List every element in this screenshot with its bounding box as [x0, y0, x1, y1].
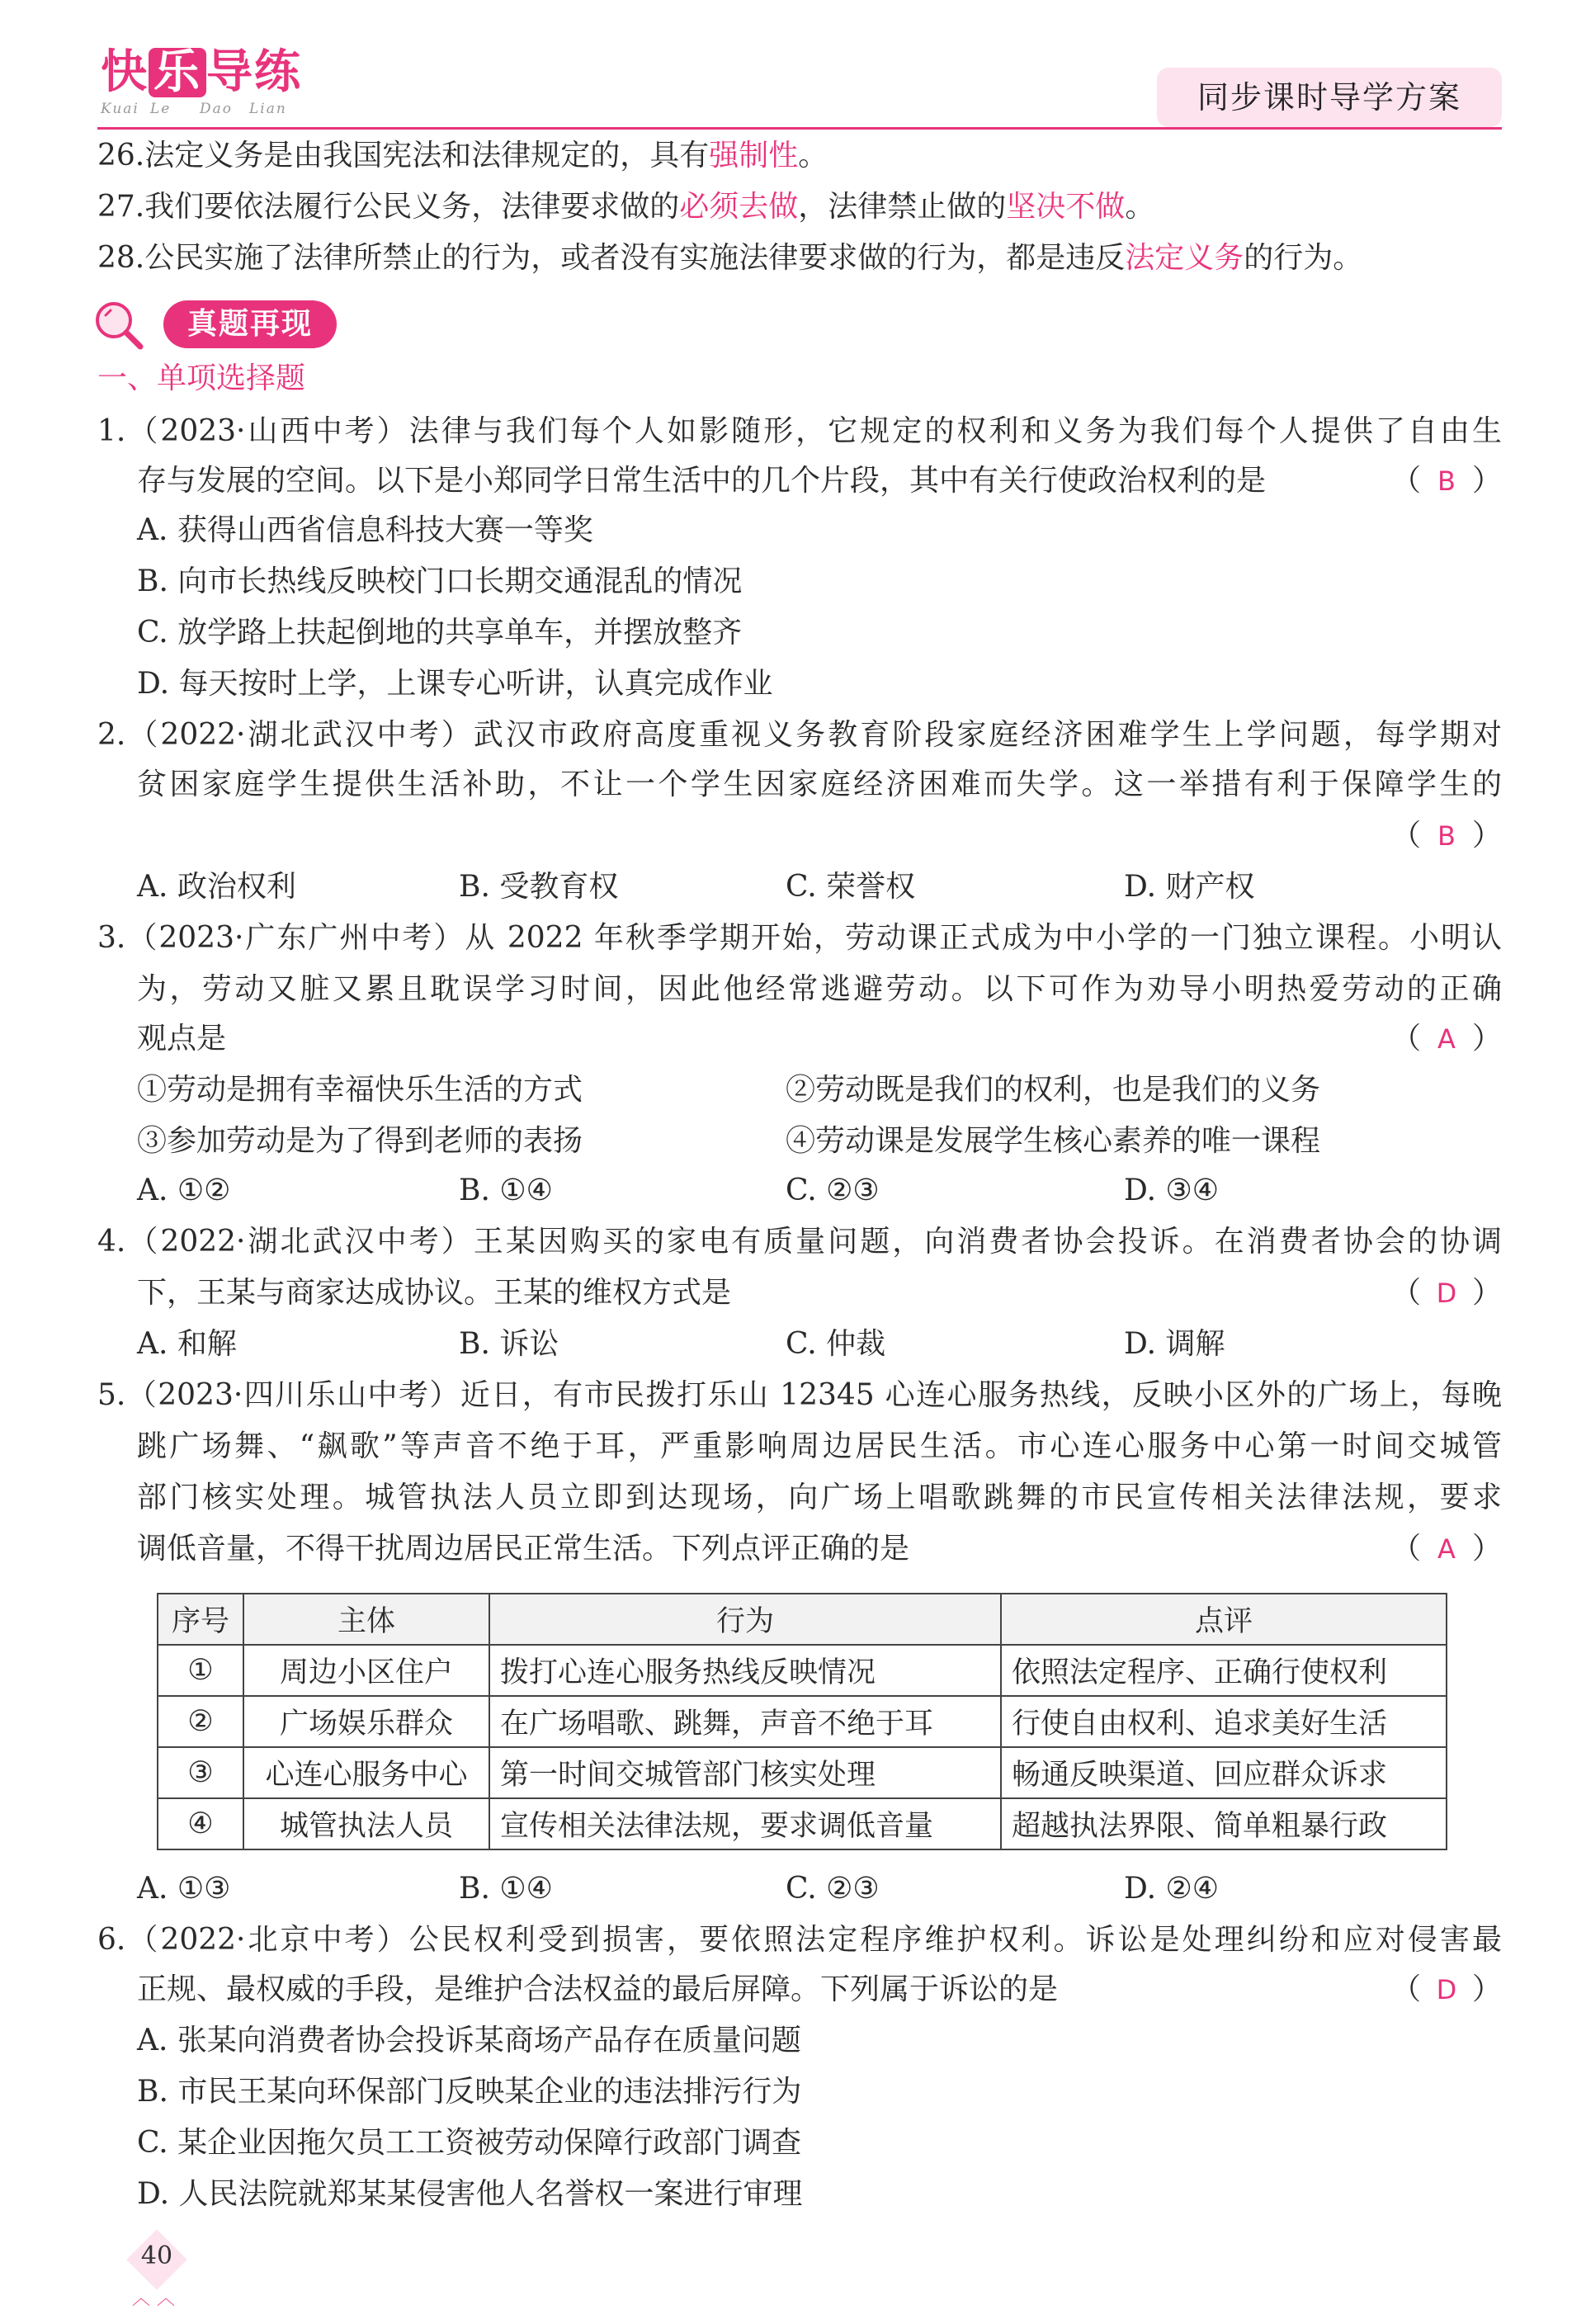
cell-subject: 心连心服务中心: [243, 1747, 489, 1798]
paren-close: ）: [1471, 464, 1502, 498]
paren-open: （: [1390, 1972, 1421, 2006]
paren-close: ）: [1471, 1276, 1502, 1310]
pinyin-le: Le: [150, 101, 172, 117]
question-4-line-1: 4.（2022·湖北武汉中考）王某因购买的家电有质量问题，向消费者协会投诉。在消费者协会的协调: [97, 1225, 1502, 1259]
cell-index: ④: [158, 1798, 243, 1849]
header-divider: [97, 127, 1502, 130]
cell-subject: 广场娱乐群众: [243, 1696, 489, 1747]
question-5-line-4: 调低音量，不得干扰周边居民正常生活。下列点评正确的是: [137, 1532, 910, 1566]
answer-blank-6: [1391, 1966, 1502, 2014]
question-3-line-1: 3.（2023·广东广州中考）从 2022 年秋季学期开始，劳动课正式成为中小学的一门独立课程。小明认: [97, 921, 1502, 955]
option-b: B. 诉讼: [459, 1327, 559, 1361]
answer-letter: D: [1436, 1278, 1457, 1309]
brand-title: [101, 46, 315, 99]
statement-2: ②劳动既是我们的权利，也是我们的义务: [786, 1073, 1321, 1107]
option-d: D. ②④: [1124, 1872, 1220, 1906]
question-5-line-3: 部门核实处理。城管执法人员立即到达现场，向广场上唱歌跳舞的市民宣传相关法律法规，要求: [137, 1481, 1502, 1514]
col-header-subject: 主体: [243, 1594, 489, 1645]
highlight-answer: 坚决不做: [1006, 190, 1126, 224]
option-c: C. ②③: [786, 1174, 880, 1207]
cell-index: ②: [158, 1696, 243, 1747]
answer-letter: B: [1437, 465, 1456, 497]
cell-comment: 依照法定程序、正确行使权利: [1001, 1645, 1447, 1696]
question-1-line-1: 1.（2023·山西中考）法律与我们每个人如影随形，它规定的权利和义务为我们每个人提供了自由生: [97, 414, 1502, 448]
option-d: D. 人民法院就郑某某侵害他人名誉权一案进行审理: [137, 2177, 803, 2211]
option-a: A. ①②: [137, 1174, 231, 1207]
cell-action: 在广场唱歌、跳舞，声音不绝于耳: [489, 1696, 1001, 1747]
brand-char-kuai: 快: [101, 45, 149, 99]
paren-open: （: [1390, 1022, 1421, 1056]
statement-3: ③参加劳动是为了得到老师的表扬: [137, 1124, 583, 1158]
highlight-answer: 法定义务: [1125, 241, 1244, 275]
option-d: D. 每天按时上学，上课专心听讲，认真完成作业: [137, 667, 773, 701]
question-2-line-1: 2.（2022·湖北武汉中考）武汉市政府高度重视义务教育阶段家庭经济困难学生上学问题，每学期对: [97, 718, 1502, 752]
option-a: A. ①③: [137, 1872, 231, 1906]
option-c: C. 放学路上扶起倒地的共享单车，并摆放整齐: [137, 616, 743, 649]
option-b: B. ①④: [459, 1872, 553, 1906]
option-d: D. 财产权: [1124, 870, 1255, 904]
option-a: A. 张某向消费者协会投诉某商场产品存在质量问题: [137, 2024, 801, 2057]
text: 28.公民实施了法律所禁止的行为，或者没有实施法律要求做的行为，都是违反: [97, 241, 1126, 275]
answer-letter: A: [1437, 1533, 1456, 1565]
answer-blank-2: [1391, 812, 1502, 860]
option-c: C. ②③: [786, 1872, 880, 1906]
paren-close: ）: [1471, 1972, 1502, 2006]
answer-blank-1: [1391, 457, 1502, 505]
table-row: [158, 1696, 1447, 1747]
cell-comment: 超越执法界限、简单粗暴行政: [1001, 1798, 1447, 1849]
pinyin-dao: Dao: [200, 101, 233, 117]
paren-open: （: [1390, 464, 1421, 498]
col-header-index: 序号: [158, 1594, 243, 1645]
option-d: D. 调解: [1124, 1327, 1225, 1361]
table-row: [158, 1747, 1447, 1798]
text: 的行为。: [1244, 241, 1363, 275]
statement-4: ④劳动课是发展学生核心素养的唯一课程: [786, 1124, 1321, 1158]
cell-index: ③: [158, 1747, 243, 1798]
paren-close: ）: [1471, 1532, 1502, 1566]
section-title: 真题再现: [163, 300, 337, 348]
text: 26.法定义务是由我国宪法和法律规定的，具有: [97, 139, 710, 172]
cell-action: 第一时间交城管部门核实处理: [489, 1747, 1001, 1798]
paren-close: ）: [1471, 819, 1502, 853]
brand-logo: [101, 46, 315, 129]
question-3-line-3: 观点是: [137, 1022, 227, 1056]
pinyin-lian: Lian: [249, 101, 287, 117]
question-6-line-2: 正规、最权威的手段，是维护合法权益的最后屏障。下列属于诉讼的是: [137, 1972, 1059, 2006]
cell-index: ①: [158, 1645, 243, 1696]
question-5-line-2: 跳广场舞、“飙歌”等声音不绝于耳，严重影响周边居民生活。市心连心服务中心第一时间交城管: [137, 1429, 1502, 1463]
magnifier-icon: [89, 295, 147, 353]
option-a: A. 政治权利: [137, 870, 296, 904]
comment-table: [157, 1593, 1446, 1850]
question-1-line-2: 存与发展的空间。以下是小郑同学日常生活中的几个片段，其中有关行使政治权利的是: [137, 464, 1267, 498]
option-b: B. 受教育权: [459, 870, 619, 904]
paren-close: ）: [1471, 1022, 1502, 1056]
cell-subject: 城管执法人员: [243, 1798, 489, 1849]
cell-action: 拨打心连心服务热线反映情况: [489, 1645, 1001, 1696]
answer-letter: A: [1437, 1023, 1456, 1055]
option-c: C. 仲裁: [786, 1327, 886, 1361]
brand-char-le: 乐: [149, 48, 206, 97]
page-number: [124, 2233, 190, 2309]
question-4-line-2: 下，王某与商家达成协议。王某的维权方式是: [137, 1276, 732, 1310]
chevron-up-icon: ︿︿: [131, 2289, 182, 2309]
text: ，法律禁止做的: [798, 190, 1007, 224]
brand-char-rest: 导练: [206, 45, 302, 99]
table-row: [158, 1798, 1447, 1849]
question-3-line-2: 为，劳动又脏又累且耽误学习时间，因此他经常逃避劳动。以下可作为劝导小明热爱劳动的正确: [137, 972, 1502, 1006]
brand-pinyin: [101, 101, 315, 117]
course-badge: 同步课时导学方案: [1157, 68, 1502, 127]
cell-comment: 行使自由权利、追求美好生活: [1001, 1696, 1447, 1747]
option-b: B. 向市长热线反映校门口长期交通混乱的情况: [137, 564, 743, 598]
paren-open: （: [1390, 1532, 1421, 1566]
col-header-comment: 点评: [1001, 1594, 1447, 1645]
option-b: B. 市民王某向环保部门反映某企业的违法排污行为: [137, 2075, 802, 2109]
option-a: A. 获得山西省信息科技大赛一等奖: [137, 513, 593, 547]
page-number-text: 40: [140, 2241, 173, 2270]
option-d: D. ③④: [1124, 1174, 1220, 1207]
review-line-27: [97, 183, 1154, 231]
paren-open: （: [1390, 1276, 1421, 1310]
text: 。: [1125, 190, 1155, 224]
text: 。: [798, 139, 828, 172]
cell-action: 宣传相关法律法规，要求调低音量: [489, 1798, 1001, 1849]
option-c: C. 某企业因拖欠员工工资被劳动保障行政部门调查: [137, 2126, 802, 2160]
table-header-row: [158, 1594, 1447, 1645]
answer-letter: B: [1437, 820, 1456, 852]
review-line-28: [97, 234, 1362, 282]
cell-comment: 畅通反映渠道、回应群众诉求: [1001, 1747, 1447, 1798]
cell-subject: 周边小区住户: [243, 1645, 489, 1696]
section-subtitle: 一、单项选择题: [97, 361, 306, 395]
option-b: B. ①④: [459, 1174, 553, 1207]
statement-1: ①劳动是拥有幸福快乐生活的方式: [137, 1073, 583, 1107]
highlight-answer: 强制性: [709, 139, 799, 172]
text: 27.我们要依法履行公民义务，法律要求做的: [97, 190, 680, 224]
col-header-action: 行为: [489, 1594, 1001, 1645]
question-6-line-1: 6.（2022·北京中考）公民权利受到损害，要依照法定程序维护权利。诉讼是处理纠纷和应对侵害最: [97, 1923, 1502, 1957]
table-row: [158, 1645, 1447, 1696]
option-c: C. 荣誉权: [786, 870, 916, 904]
pinyin-kuai: Kuai: [101, 101, 139, 117]
answer-letter: D: [1436, 1974, 1457, 2005]
paren-open: （: [1390, 819, 1421, 853]
highlight-answer: 必须去做: [679, 190, 799, 224]
question-5-line-1: 5.（2023·四川乐山中考）近日，有市民拨打乐山 12345 心连心服务热线，反映小区外的广场上，每晚: [97, 1378, 1502, 1412]
review-line-26: [97, 132, 828, 180]
option-a: A. 和解: [137, 1327, 237, 1361]
answer-blank-5: [1391, 1525, 1502, 1573]
question-2-line-2: 贫困家庭学生提供生活补助，不让一个学生因家庭经济困难而失学。这一举措有利于保障学生的: [137, 768, 1502, 801]
answer-blank-4: [1391, 1269, 1502, 1317]
answer-blank-3: [1391, 1015, 1502, 1063]
